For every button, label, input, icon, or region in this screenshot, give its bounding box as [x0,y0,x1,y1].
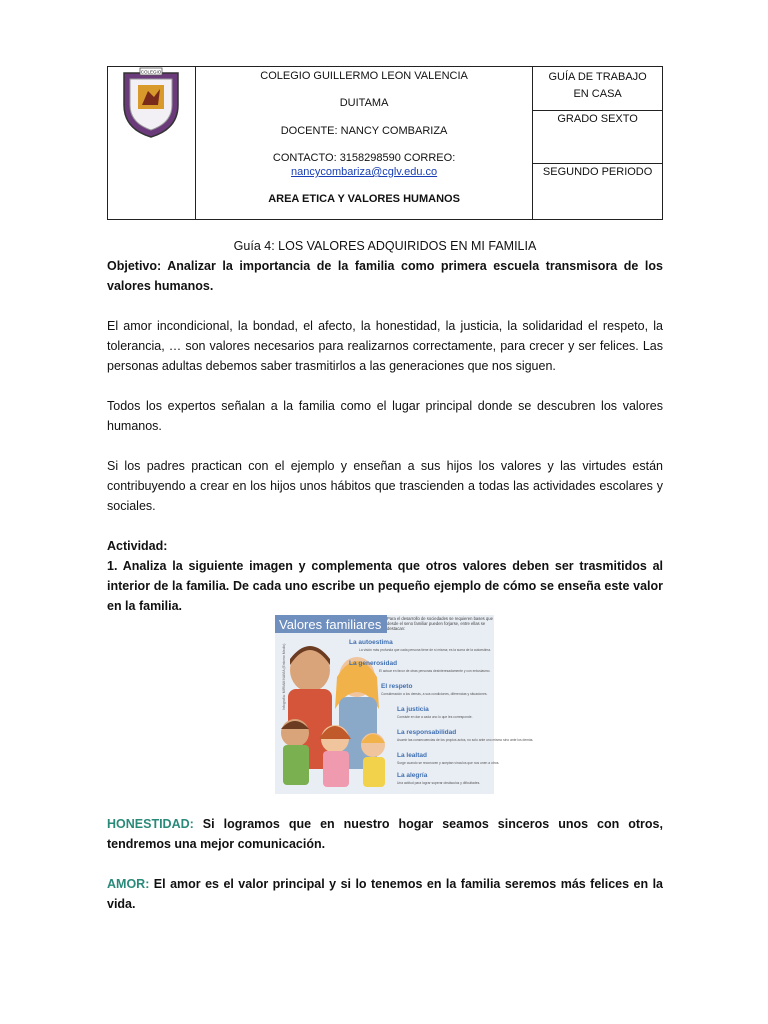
grade-cell [533,111,663,164]
desc-generosidad: El actuar en favor de otras personas desinteresadamente y con entusiasmo. [379,669,491,673]
logo-cell [108,67,196,220]
value-lealtad: La lealtad [397,752,427,759]
value-alegria: La alegría [397,772,428,779]
school-info-cell [195,67,532,220]
value-justicia: La justicia [397,706,429,713]
infographic-title: Valores familiares [279,617,382,632]
guide-content [107,236,663,914]
contact: CONTACTO: 3158298590 CORREO: [272,152,456,164]
guide-title: Guía 4: LOS VALORES ADQUIRIDOS EN MI FAMILIA [233,239,537,253]
value-autoestima: La autoestima [349,639,393,646]
honesty-term: HONESTIDAD: [107,817,194,831]
paragraph-2: Todos los expertos señalan a la familia como el lugar principal donde se descubren los valores humanos. [107,399,663,433]
desc-responsabilidad: Asumir las consecuencias de los propios actos, no solo ante uno mismo sino ante los demás. [397,738,534,742]
love-text: El amor es el valor principal y si lo tenemos en la familia seremos más felices en la vida. [107,877,663,911]
area: AREA ETICA Y VALORES HUMANOS [268,193,460,205]
infographic-intro: Para el desarrollo de sociedades se requieren bases que desde el seno familiar pueden forjarse, entre ellas se destacan: [387,616,493,631]
desc-respeto: Consideración a los demás, a sus condiciones, diferencias y situaciones. [381,692,488,696]
desc-alegria: Una actitud para lograr superar obstáculos y dificultades. [397,781,481,785]
guide-type: GUÍA DE TRABAJO EN CASA [548,71,647,100]
desc-autoestima: La visión más profunda que cada persona tiene de sí misma; es la suma de la autoestima. [359,648,491,652]
love-term: AMOR: [107,877,150,891]
family-values-infographic [275,615,534,794]
value-responsabilidad: La responsabilidad [397,729,457,736]
activity-text: 1. Analiza la siguiente imagen y complementa que otros valores deben ser trasmitidos al interior de la familia. De cada uno escribe un pequeño ejemplo de cómo se enseña este valor en la familia. [107,559,663,613]
city: DUITAMA [339,97,389,109]
paragraph-1: El amor incondicional, la bondad, el afecto, la honestidad, la justicia, la solidaridad el respeto, la tolerancia, … son valores necesarios para realizarnos correctamente, para crecer y ser felices. Las personas adultas debemos saber trasmitirlos a las generaciones que nos siguen. [107,319,663,373]
school-crest-icon [118,67,184,139]
header-table [107,66,663,220]
desc-lealtad: Surge cuando se reconocen y aceptan vínculos que nos unen a otros. [397,761,500,765]
grade: GRADO SEXTO [557,113,638,125]
logo-text: COLEGIO [141,69,162,75]
school-name: COLEGIO GUILLERMO LEON VALENCIA [260,70,468,82]
infographic-credit: Infografía: MIRIAM NAVIA (Entorno Medio) [282,643,286,710]
value-generosidad: La generosidad [349,660,398,667]
period-cell [533,164,663,220]
paragraph-3: Si los padres practican con el ejemplo y enseñan a sus hijos los valores y las virtudes están contribuyendo a crear en los hijos unos hábitos que trascienden a todas las actividades escolares y sociales. [107,459,663,513]
guide-type-cell [533,67,663,111]
activity-label: Actividad: [107,539,168,553]
objective: Objetivo: Analizar la importancia de la familia como primera escuela transmisora de los valores humanos. [107,259,663,293]
teacher: DOCENTE: NANCY COMBARIZA [280,125,448,137]
period: SEGUNDO PERIODO [542,166,653,178]
email-link[interactable]: nancycombariza@cglv.edu.co [291,166,438,178]
value-respeto: El respeto [381,683,413,690]
desc-justicia: Consiste en dar a cada uno lo que les corresponde. [397,715,473,719]
honesty-text: Si logramos que en nuestro hogar seamos sinceros unos con otros, tendremos una mejor comunicación. [107,817,663,851]
